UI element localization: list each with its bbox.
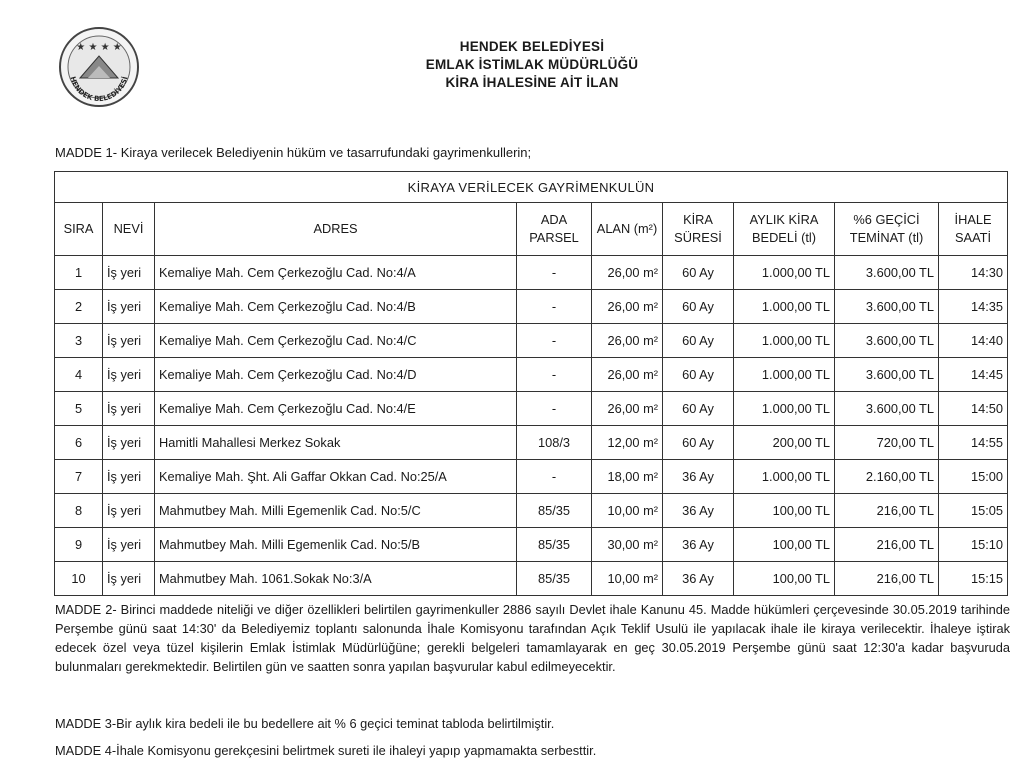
table-cell: -: [517, 392, 592, 426]
article-2: MADDE 2- Birinci maddede niteliği ve diğer özellikleri belirtilen gayrimenkuller 2886 sayılı Devlet ihale Kanunu 45. Madde hükümleri çerçevesinde 30.05.2019 tarihinde Perşembe günü saat 14:30' da Belediyemiz toplantı salonunda İhale Komisyonu tarafından Açık Teklif Usulü ile yapılacak ihale ile kiraya verilecektir. İhaleye iştirak edecek özel veya tüzel kişilerin Emlak İstimlak Müdürlüğüne; gerekli belgeleri tamamlayarak en geç 30.05.2019 Perşembe günü saat 12:30'a kadar başvuruda bulunmaları gerekmektedir. Belirtilen gün ve saatten sonra yapılan başvurular kabul edilmeyecektir.: [55, 602, 1010, 674]
table-cell: 85/35: [517, 562, 592, 596]
column-header: İHALE SAATİ: [939, 203, 1008, 256]
table-cell: -: [517, 460, 592, 494]
logo-text: HENDEK BELEDİYESİ: [68, 75, 130, 104]
table-cell: 216,00 TL: [835, 562, 939, 596]
table-cell: 36 Ay: [663, 528, 734, 562]
table-cell: 1.000,00 TL: [734, 358, 835, 392]
table-cell: 720,00 TL: [835, 426, 939, 460]
table-cell: 15:00: [939, 460, 1008, 494]
table-cell: 3: [55, 324, 103, 358]
column-header: ALAN (m²): [592, 203, 663, 256]
table-row: [55, 290, 1008, 324]
table-row: [55, 460, 1008, 494]
table-cell: 7: [55, 460, 103, 494]
table-header-row: [55, 203, 1008, 256]
table-cell: 100,00 TL: [734, 494, 835, 528]
table-cell: 15:10: [939, 528, 1008, 562]
table-cell: 60 Ay: [663, 324, 734, 358]
table-cell: 36 Ay: [663, 562, 734, 596]
table-cell: 3.600,00 TL: [835, 358, 939, 392]
table-cell: 36 Ay: [663, 460, 734, 494]
article-4: MADDE 4-İhale Komisyonu gerekçesini belirtmek sureti ile ihaleyi yapıp yapmamakta serbesttir.: [55, 743, 597, 758]
table-cell: 14:30: [939, 256, 1008, 290]
table-cell: 36 Ay: [663, 494, 734, 528]
table-cell: İş yeri: [103, 528, 155, 562]
table-cell: 10,00 m²: [592, 562, 663, 596]
table-row: [55, 494, 1008, 528]
table-cell: 14:50: [939, 392, 1008, 426]
table-cell: 14:45: [939, 358, 1008, 392]
table-cell: 1.000,00 TL: [734, 290, 835, 324]
table-cell: 14:40: [939, 324, 1008, 358]
table-cell: 60 Ay: [663, 290, 734, 324]
table-cell: 1: [55, 256, 103, 290]
table-cell: İş yeri: [103, 358, 155, 392]
table-cell: 2.160,00 TL: [835, 460, 939, 494]
table-row: [55, 324, 1008, 358]
table-cell: 85/35: [517, 528, 592, 562]
table-cell: 30,00 m²: [592, 528, 663, 562]
table-cell: 15:05: [939, 494, 1008, 528]
article-1-intro: MADDE 1- Kiraya verilecek Belediyenin hüküm ve tasarrufundaki gayrimenkullerin;: [55, 145, 532, 160]
table-cell: Kemaliye Mah. Cem Çerkezoğlu Cad. No:4/D: [155, 358, 517, 392]
table-cell: 9: [55, 528, 103, 562]
document-header: [380, 38, 684, 92]
header-title: KİRA İHALESİNE AİT İLAN: [445, 75, 619, 90]
table-cell: Kemaliye Mah. Cem Çerkezoğlu Cad. No:4/E: [155, 392, 517, 426]
table-cell: 216,00 TL: [835, 528, 939, 562]
column-header: NEVİ: [103, 203, 155, 256]
column-header: %6 GEÇİCİ TEMİNAT (tl): [835, 203, 939, 256]
table-cell: 26,00 m²: [592, 358, 663, 392]
municipality-logo: [58, 26, 140, 108]
table-cell: Kemaliye Mah. Cem Çerkezoğlu Cad. No:4/C: [155, 324, 517, 358]
table-cell: İş yeri: [103, 494, 155, 528]
table-cell: 14:55: [939, 426, 1008, 460]
article-3: MADDE 3-Bir aylık kira bedeli ile bu bedellere ait % 6 geçici teminat tabloda belirtilmiştir.: [55, 716, 555, 731]
table-cell: 12,00 m²: [592, 426, 663, 460]
table-cell: Mahmutbey Mah. Milli Egemenlik Cad. No:5/C: [155, 494, 517, 528]
table-cell: 85/35: [517, 494, 592, 528]
table-cell: İş yeri: [103, 460, 155, 494]
table-cell: 3.600,00 TL: [835, 290, 939, 324]
table-row: [55, 528, 1008, 562]
table-cell: 60 Ay: [663, 358, 734, 392]
table-cell: 60 Ay: [663, 426, 734, 460]
table-cell: 1.000,00 TL: [734, 392, 835, 426]
property-rental-table: [54, 171, 1008, 596]
table-cell: 3.600,00 TL: [835, 324, 939, 358]
table-cell: -: [517, 256, 592, 290]
table-cell: -: [517, 358, 592, 392]
table-cell: 60 Ay: [663, 256, 734, 290]
header-department: EMLAK İSTİMLAK MÜDÜRLÜĞÜ: [425, 57, 639, 72]
table-cell: 26,00 m²: [592, 392, 663, 426]
table-cell: 100,00 TL: [734, 562, 835, 596]
table-cell: İş yeri: [103, 562, 155, 596]
table-cell: 3.600,00 TL: [835, 392, 939, 426]
column-header: ADA PARSEL: [517, 203, 592, 256]
table-cell: 200,00 TL: [734, 426, 835, 460]
table-row: [55, 562, 1008, 596]
table-cell: Mahmutbey Mah. 1061.Sokak No:3/A: [155, 562, 517, 596]
table-cell: 5: [55, 392, 103, 426]
table-caption: KİRAYA VERİLECEK GAYRİMENKULÜN: [55, 172, 1008, 203]
table-cell: -: [517, 324, 592, 358]
table-cell: İş yeri: [103, 426, 155, 460]
table-cell: 108/3: [517, 426, 592, 460]
table-row: [55, 358, 1008, 392]
table-cell: 2: [55, 290, 103, 324]
table-cell: İş yeri: [103, 324, 155, 358]
table-cell: Kemaliye Mah. Şht. Ali Gaffar Okkan Cad. No:25/A: [155, 460, 517, 494]
table-cell: 100,00 TL: [734, 528, 835, 562]
table-cell: Hamitli Mahallesi Merkez Sokak: [155, 426, 517, 460]
table-cell: Mahmutbey Mah. Milli Egemenlik Cad. No:5/B: [155, 528, 517, 562]
table-cell: 26,00 m²: [592, 256, 663, 290]
table-cell: 1.000,00 TL: [734, 256, 835, 290]
table-row: [55, 392, 1008, 426]
table-cell: 1.000,00 TL: [734, 460, 835, 494]
svg-text:★ ★ ★ ★: ★ ★ ★ ★: [76, 42, 122, 53]
table-row: [55, 426, 1008, 460]
table-cell: İş yeri: [103, 256, 155, 290]
column-header: ADRES: [155, 203, 517, 256]
column-header: KİRA SÜRESİ: [663, 203, 734, 256]
table-cell: 26,00 m²: [592, 290, 663, 324]
table-cell: İş yeri: [103, 290, 155, 324]
table-cell: İş yeri: [103, 392, 155, 426]
header-municipality: HENDEK BELEDİYESİ: [459, 39, 605, 54]
column-header: SIRA: [55, 203, 103, 256]
table-cell: -: [517, 290, 592, 324]
table-cell: 3.600,00 TL: [835, 256, 939, 290]
table-cell: 14:35: [939, 290, 1008, 324]
table-row: [55, 256, 1008, 290]
table-cell: 4: [55, 358, 103, 392]
table-cell: 26,00 m²: [592, 324, 663, 358]
table-cell: 18,00 m²: [592, 460, 663, 494]
table-cell: 60 Ay: [663, 392, 734, 426]
table-cell: Kemaliye Mah. Cem Çerkezoğlu Cad. No:4/A: [155, 256, 517, 290]
table-cell: 15:15: [939, 562, 1008, 596]
table-cell: 10: [55, 562, 103, 596]
table-cell: 6: [55, 426, 103, 460]
table-cell: 216,00 TL: [835, 494, 939, 528]
table-cell: 8: [55, 494, 103, 528]
column-header: AYLIK KİRA BEDELİ (tl): [734, 203, 835, 256]
table-cell: 10,00 m²: [592, 494, 663, 528]
table-cell: Kemaliye Mah. Cem Çerkezoğlu Cad. No:4/B: [155, 290, 517, 324]
table-cell: 1.000,00 TL: [734, 324, 835, 358]
